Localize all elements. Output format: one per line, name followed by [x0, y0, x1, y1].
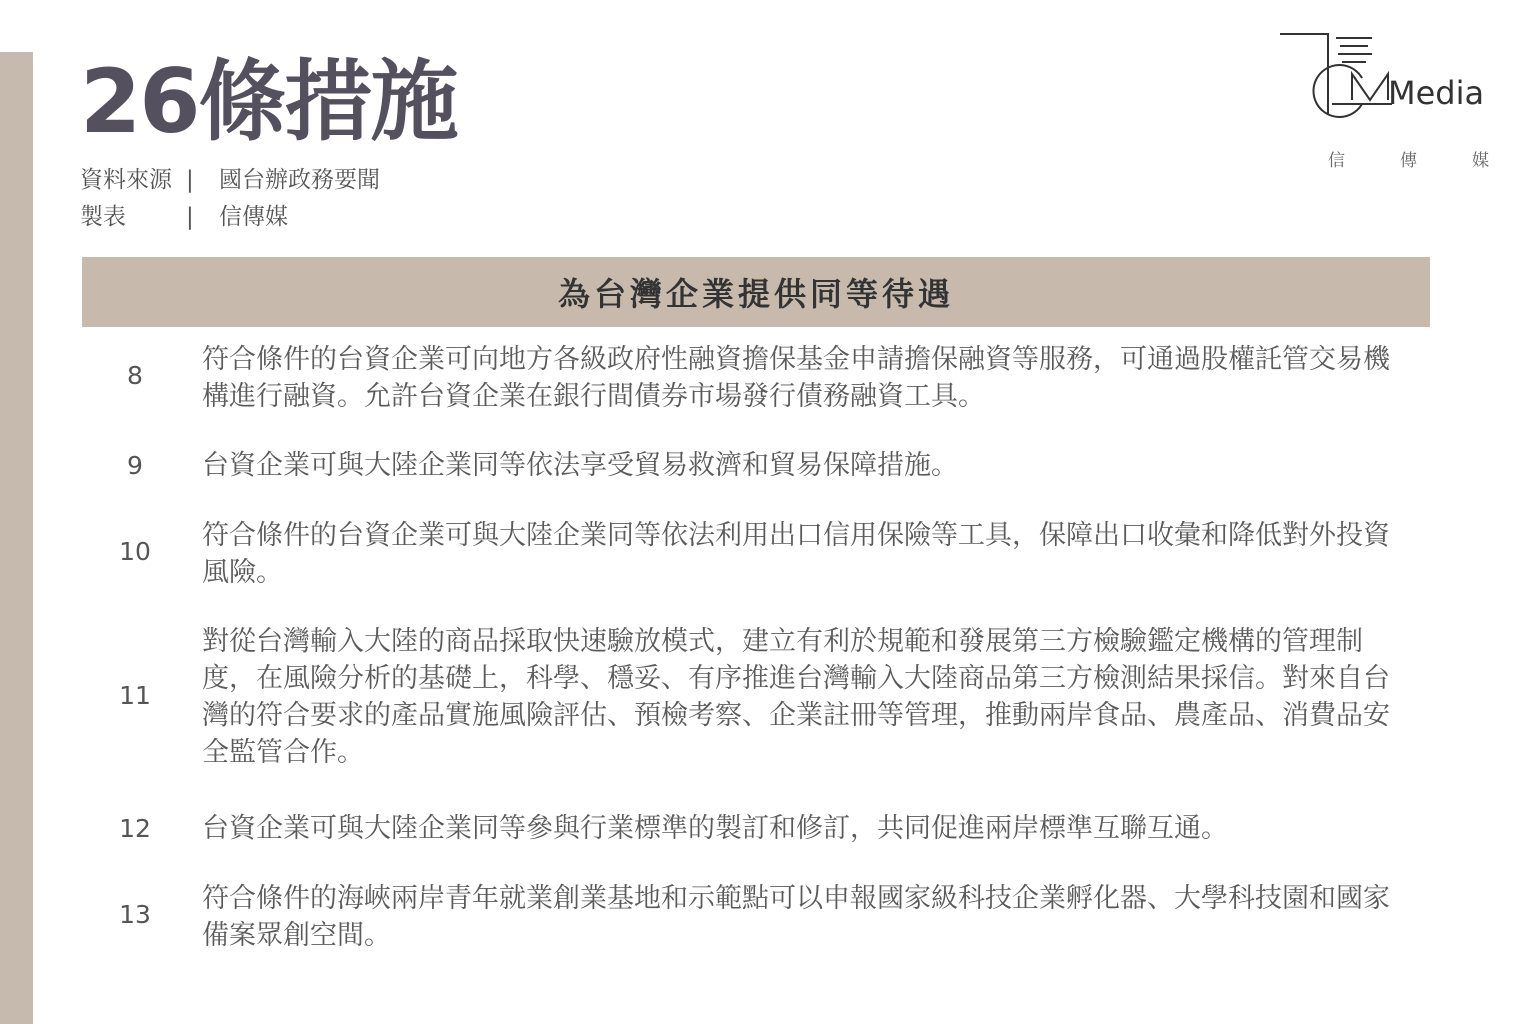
- logo-wordmark: Media: [1388, 74, 1485, 112]
- item-text: 台資企業可與大陸企業同等依法享受貿易救濟和貿易保障措施。: [202, 450, 958, 481]
- source-separator: |: [186, 167, 194, 193]
- maker-label: 製表: [80, 204, 126, 230]
- item-text: 台資企業可與大陸企業同等參與行業標準的製訂和修訂，共同促進兩岸標準互聯互通。: [202, 813, 1228, 844]
- logo-sub-char-1: 信: [1328, 151, 1345, 171]
- source-value: 國台辦政務要聞: [219, 167, 380, 193]
- item-number: 12: [119, 814, 151, 843]
- source-label: 資料來源: [80, 167, 172, 193]
- item-text: 符合條件的海峽兩岸青年就業創業基地和示範點可以申報國家級科技企業孵化器、大學科技園和國家備案眾創空間。: [202, 883, 1390, 951]
- maker-value: 信傳媒: [219, 204, 288, 230]
- page-title: 26條措施: [80, 50, 457, 153]
- item-number: 11: [119, 681, 151, 710]
- maker-separator: |: [186, 204, 194, 230]
- logo-mark-icon: [1276, 28, 1506, 118]
- item-number: 9: [127, 451, 143, 480]
- section-title: 為台灣企業提供同等待遇: [557, 275, 954, 313]
- item-text: 對從台灣輸入大陸的商品採取快速驗放模式，建立有利於規範和發展第三方檢驗鑑定機構的管理制度，在風險分析的基礎上，科學、穩妥、有序推進台灣輸入大陸商品第三方檢測結果採信。對來自台灣的符合要求的產品實施風險評估、預檢考察、企業註冊等管理，推動兩岸食品、農產品、消費品安全監管合作。: [202, 626, 1390, 768]
- logo-sub-char-3: 媒: [1472, 151, 1489, 171]
- left-accent-bar: [0, 52, 33, 1024]
- item-number: 13: [119, 900, 151, 929]
- item-number: 10: [119, 537, 151, 566]
- section-header: [82, 257, 1430, 327]
- item-text: 符合條件的台資企業可與大陸企業同等依法利用出口信用保險等工具，保障出口收彙和降低對外投資風險。: [202, 520, 1390, 588]
- item-text: 符合條件的台資企業可向地方各級政府性融資擔保基金申請擔保融資等服務，可通過股權託管交易機構進行融資。允許台資企業在銀行間債券市場發行債務融資工具。: [202, 344, 1390, 412]
- item-number: 8: [127, 361, 143, 390]
- media-logo: [1276, 28, 1506, 171]
- logo-sub-char-2: 傳: [1400, 151, 1417, 171]
